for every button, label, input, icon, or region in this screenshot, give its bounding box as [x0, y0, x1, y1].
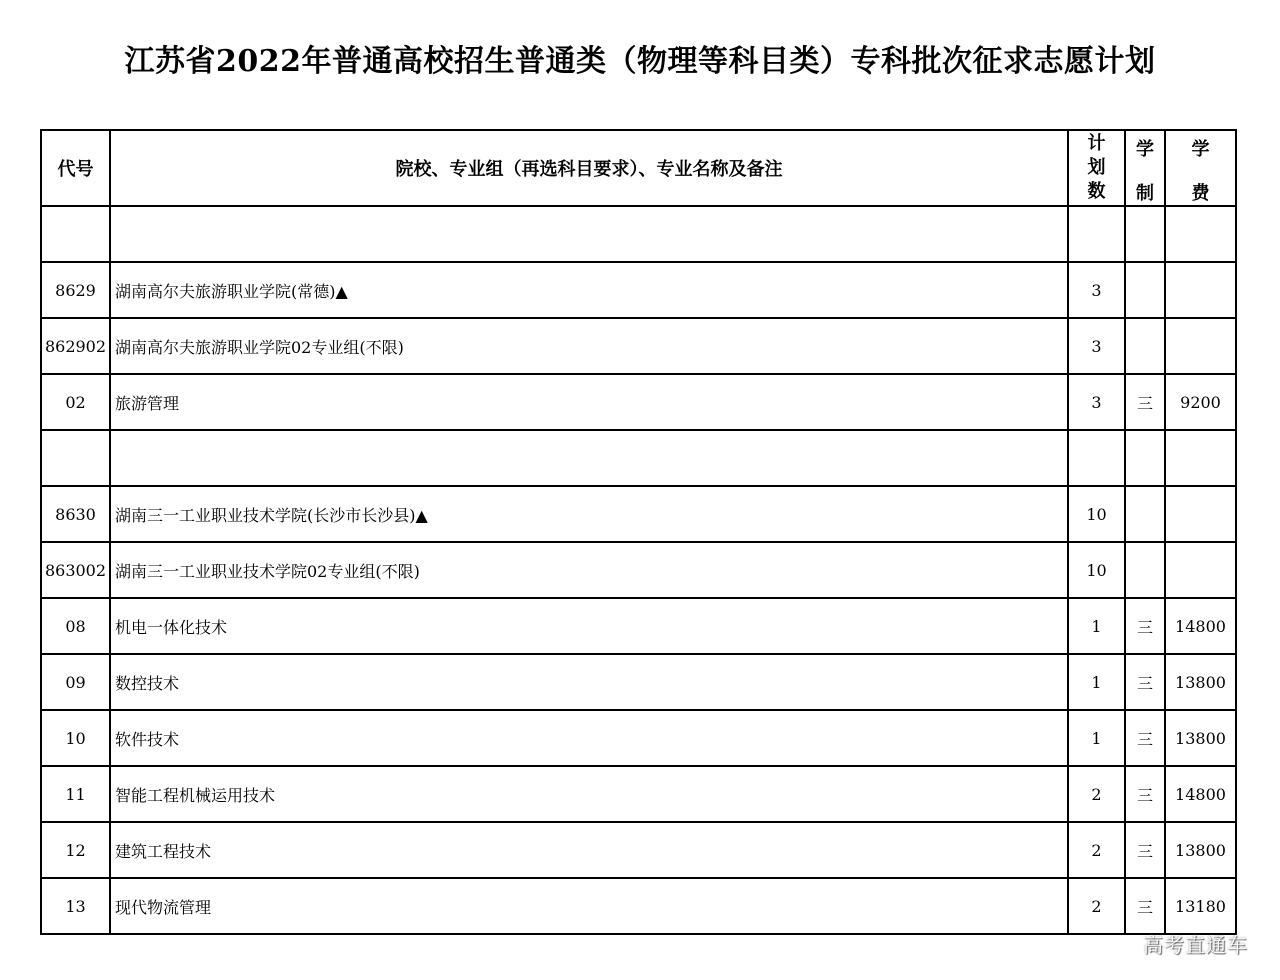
cell-fee: [1165, 486, 1236, 542]
cell-code: 13: [41, 878, 110, 934]
cell-name: 建筑工程技术: [110, 822, 1068, 878]
cell-duration: [1125, 318, 1165, 374]
cell-name: 现代物流管理: [110, 878, 1068, 934]
cell-duration: [1125, 430, 1165, 486]
header-duration-bottom: 制: [1136, 183, 1154, 204]
cell-fee: 14800: [1165, 766, 1236, 822]
header-plan-line-2: 划: [1087, 157, 1106, 178]
cell-code: 8629: [41, 262, 110, 318]
cell-plan: 2: [1068, 822, 1125, 878]
page-title: 江苏省2022年普通高校招生普通类（物理等科目类）专科批次征求志愿计划: [124, 44, 1156, 79]
cell-plan: 2: [1068, 878, 1125, 934]
cell-name: 智能工程机械运用技术: [110, 766, 1068, 822]
cell-code: 10: [41, 710, 110, 766]
cell-fee: 13800: [1165, 822, 1236, 878]
cell-fee: [1165, 430, 1236, 486]
cell-fee: [1165, 542, 1236, 598]
table-body: [41, 206, 1236, 934]
cell-plan: 3: [1068, 318, 1125, 374]
cell-duration: [1125, 206, 1165, 262]
cell-code: [41, 430, 110, 486]
cell-code: 8630: [41, 486, 110, 542]
cell-code: 863002: [41, 542, 110, 598]
cell-name: 湖南高尔夫旅游职业学院02专业组(不限): [110, 318, 1068, 374]
cell-plan: 1: [1068, 710, 1125, 766]
cell-fee: 13800: [1165, 654, 1236, 710]
cell-plan: 10: [1068, 486, 1125, 542]
cell-name: 软件技术: [110, 710, 1068, 766]
table-row: [41, 822, 1236, 878]
enrollment-plan-table: [40, 129, 1237, 935]
table-row: [41, 598, 1236, 654]
table-row: [41, 542, 1236, 598]
cell-plan: 2: [1068, 766, 1125, 822]
table-header-row: [41, 130, 1236, 206]
cell-duration: 三: [1125, 878, 1165, 934]
table-row: [41, 710, 1236, 766]
header-fee-bottom: 费: [1191, 183, 1210, 204]
cell-name: 数控技术: [110, 654, 1068, 710]
header-duration: [1125, 130, 1165, 206]
table-row: [41, 262, 1236, 318]
table-row: [41, 206, 1236, 262]
cell-code: 08: [41, 598, 110, 654]
table-row: [41, 654, 1236, 710]
cell-plan: 10: [1068, 542, 1125, 598]
cell-name: 旅游管理: [110, 374, 1068, 430]
table-row: [41, 374, 1236, 430]
table-row: [41, 878, 1236, 934]
cell-fee: 13180: [1165, 878, 1236, 934]
cell-duration: [1125, 542, 1165, 598]
cell-fee: [1165, 318, 1236, 374]
header-plan-line-1: 计: [1087, 133, 1106, 154]
cell-plan: [1068, 430, 1125, 486]
cell-plan: [1068, 206, 1125, 262]
cell-code: 09: [41, 654, 110, 710]
cell-code: 11: [41, 766, 110, 822]
header-plan: [1068, 130, 1125, 206]
table-row: [41, 318, 1236, 374]
cell-fee: [1165, 206, 1236, 262]
header-fee: [1165, 130, 1236, 206]
cell-name: [110, 206, 1068, 262]
cell-duration: 三: [1125, 374, 1165, 430]
cell-plan: 3: [1068, 262, 1125, 318]
cell-fee: [1165, 262, 1236, 318]
table-row: [41, 486, 1236, 542]
table-row: [41, 766, 1236, 822]
cell-name: [110, 430, 1068, 486]
cell-code: 12: [41, 822, 110, 878]
table-row: [41, 430, 1236, 486]
cell-plan: 3: [1068, 374, 1125, 430]
cell-duration: [1125, 486, 1165, 542]
cell-duration: 三: [1125, 654, 1165, 710]
cell-code: 02: [41, 374, 110, 430]
cell-duration: 三: [1125, 822, 1165, 878]
cell-duration: [1125, 262, 1165, 318]
cell-name: 湖南高尔夫旅游职业学院(常德)▲: [110, 262, 1068, 318]
cell-fee: 14800: [1165, 598, 1236, 654]
header-plan-line-3: 数: [1087, 181, 1106, 202]
header-name: 院校、专业组（再选科目要求）、专业名称及备注: [110, 130, 1068, 206]
cell-name: 湖南三一工业职业技术学院(长沙市长沙县)▲: [110, 486, 1068, 542]
cell-duration: 三: [1125, 766, 1165, 822]
cell-name: 湖南三一工业职业技术学院02专业组(不限): [110, 542, 1068, 598]
cell-fee: 9200: [1165, 374, 1236, 430]
cell-duration: 三: [1125, 710, 1165, 766]
cell-name: 机电一体化技术: [110, 598, 1068, 654]
cell-fee: 13800: [1165, 710, 1236, 766]
header-duration-top: 学: [1136, 139, 1154, 160]
cell-plan: 1: [1068, 598, 1125, 654]
watermark: 高考直通车: [1143, 933, 1248, 957]
cell-duration: 三: [1125, 598, 1165, 654]
cell-code: 862902: [41, 318, 110, 374]
header-fee-top: 学: [1191, 139, 1210, 160]
header-code: 代号: [41, 130, 110, 206]
cell-code: [41, 206, 110, 262]
cell-plan: 1: [1068, 654, 1125, 710]
